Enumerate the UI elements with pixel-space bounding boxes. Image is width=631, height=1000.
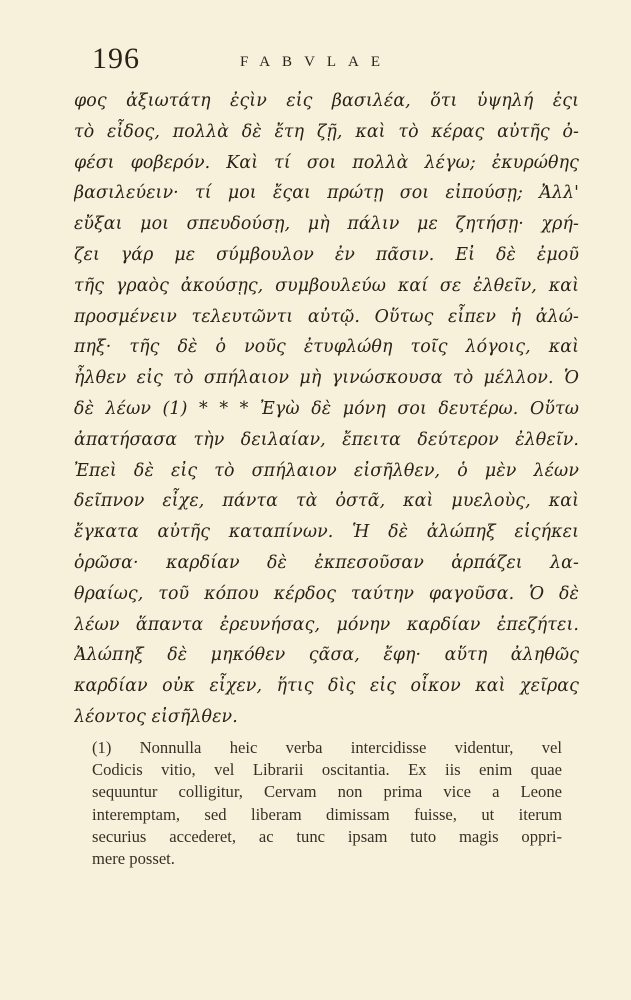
footnote-line: (1) Nonnulla heic verba intercidisse videntur, vel: [92, 738, 562, 757]
footnote-line: interemptam, sed liberam dimissam fuisse, ut iterum: [92, 804, 562, 824]
greek-text-line: ζει γάρ με σύμβουλον ἐν πᾶσιν. Εἰ δὲ ἐμοῦ: [74, 244, 579, 265]
greek-text-line: τῆς γραὸς ἀκούσῃς, συμβουλεύω καί σε ἐλθεῖν, καὶ: [74, 275, 579, 296]
greek-text-line: ἦλθεν εἰς τὸ σπήλαιον μὴ γινώσκουσα τὸ μέλλον. Ὁ: [74, 368, 579, 389]
page-header: [92, 42, 552, 82]
greek-text-line: φέσι φοβερόν. Καὶ τί σοι πολλὰ λέγω; ἐκυρώθης: [74, 152, 579, 173]
greek-text-line: βασιλεύειν· τί μοι ἔςαι πρώτῃ σοι εἰπούσῃ; Ἀλλ': [74, 183, 579, 204]
greek-text-line: προσμένειν τελευτῶντι αὐτῷ. Οὕτως εἶπεν ἡ ἀλώ-: [74, 306, 579, 327]
greek-text-line: τὸ εἶδος, πολλὰ δὲ ἔτη ζῇ, καὶ τὸ κέρας αὐτῆς ὀ-: [74, 121, 579, 142]
greek-text-line: λέων ἅπαντα ἐρευνήσας, μόνην καρδίαν ἐπεζήτει.: [74, 614, 579, 635]
greek-text-line: δεῖπνον εἶχε, πάντα τὰ ὀστᾶ, καὶ μυελοὺς, καὶ: [74, 491, 579, 512]
greek-text-line: καρδίαν οὐκ εἶχεν, ἥτις δὶς εἰς οἶκον καὶ χεῖρας: [74, 676, 579, 697]
footnote: [92, 737, 562, 870]
greek-text-line: ἀπατήσασα τὴν δειλαίαν, ἔπειτα δεύτερον ἐλθεῖν.: [74, 429, 579, 450]
greek-text-line: Ἐπεὶ δὲ εἰς τὸ σπήλαιον εἰσῆλθεν, ὁ μὲν λέων: [74, 460, 579, 481]
greek-text-line: θραίως, τοῦ κόπου κέρδος ταύτην φαγοῦσα. Ὁ δὲ: [74, 583, 579, 604]
greek-text-line: λέοντος εἰσῆλθεν.: [74, 706, 238, 727]
greek-text-line: δὲ λέων (1) * * * Ἐγὼ δὲ μόνη σοι δευτέρω. Οὕτω: [74, 398, 579, 419]
page-number: 196: [92, 42, 140, 75]
greek-text-line: Ἀλώπηξ δὲ μηκόθεν ςᾶσα, ἔφη· αὕτη ἀληθῶς: [74, 645, 579, 666]
greek-text-line: ὁρῶσα· καρδίαν δὲ ἐκπεσοῦσαν ἁρπάζει λα-: [74, 552, 579, 573]
greek-text-block: [74, 86, 579, 733]
running-title: FABVLAE: [240, 54, 393, 70]
greek-text-line: φος ἀξιωτάτη ἐςὶν εἰς βασιλέα, ὅτι ὑψηλή ἐςι: [74, 91, 579, 111]
footnote-line: mere posset.: [92, 849, 175, 869]
greek-text-line: πηξ· τῆς δὲ ὁ νοῦς ἐτυφλώθη τοῖς λόγοις, καὶ: [74, 337, 579, 358]
footnote-line: securius accederet, ac tunc ipsam tuto magis oppri-: [92, 826, 562, 846]
footnote-line: Codicis vitio, vel Librarii oscitantia. Ex iis enim quae: [92, 760, 562, 780]
greek-text-line: εὔξαι μοι σπευδούσῃ, μὴ πάλιν με ζητήσῃ· χρή-: [74, 214, 579, 235]
footnote-line: sequuntur colligitur, Cervam non prima vice a Leone: [92, 782, 562, 802]
greek-text-line: ἔγκατα αὐτῆς καταπίνων. Ἡ δὲ ἀλώπηξ εἱςήκει: [74, 522, 579, 543]
